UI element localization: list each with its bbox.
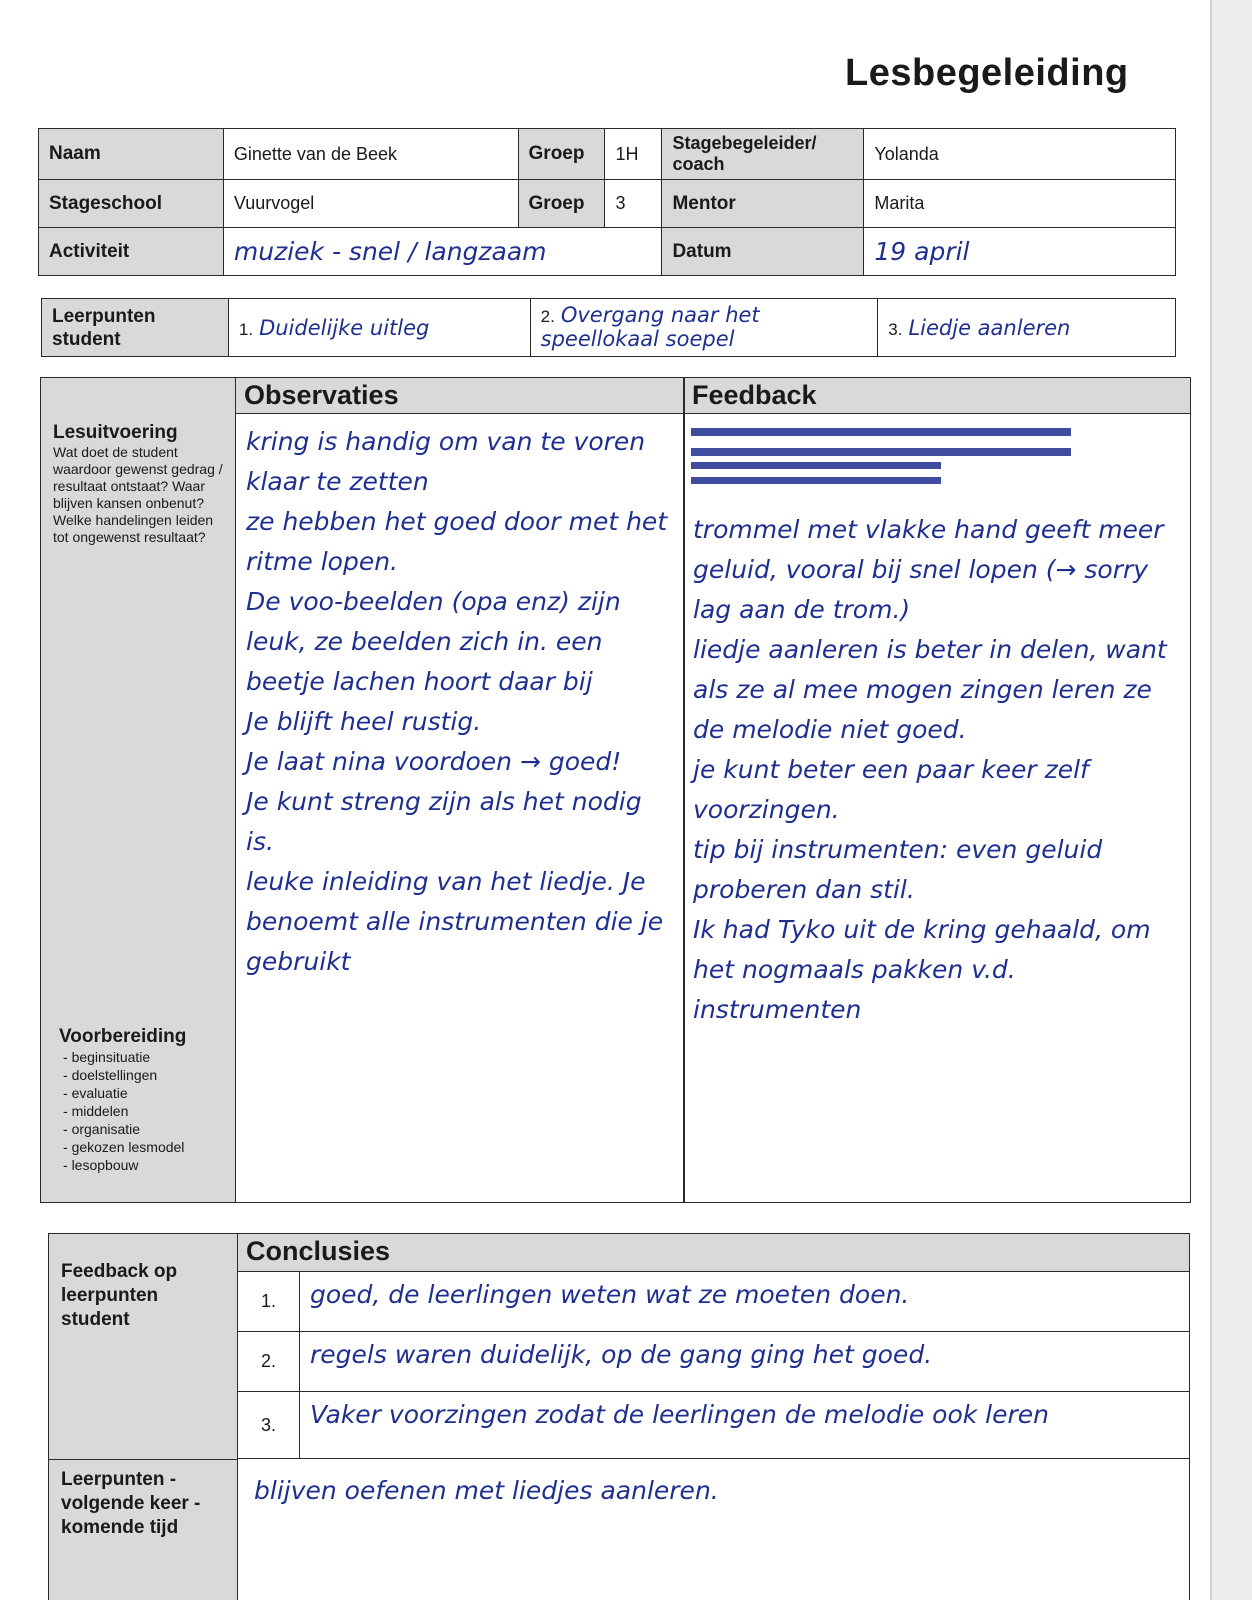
leerpunt-text: Overgang naar het speellokaal soepel [540,303,760,351]
conclusie-number: 1. [238,1272,300,1331]
leerpunten-table [41,298,1176,357]
conclusies-section [48,1233,1190,1600]
activiteit-label: Activiteit [39,228,224,276]
datum-label: Datum [662,228,864,276]
mentor-label: Mentor [662,180,864,228]
voorbereiding-item: - doelstellingen [63,1066,229,1084]
groep-label: Groep [518,129,605,180]
leerpunt-1 [228,299,530,357]
conclusies-left-column [49,1234,238,1600]
leerpunt-number: 3. [888,319,903,339]
feedback-op-leerpunten-label: Feedback op leerpunten student [61,1261,178,1330]
leerpunt-text: Liedje aanleren [908,315,1071,340]
scribble-line [691,428,1071,456]
datum-value: 19 april [864,228,1176,276]
conclusie-row [238,1272,1189,1332]
info-table [38,128,1176,276]
voorbereiding-item: - beginsituatie [63,1048,229,1066]
observaties-header: Observaties [236,378,683,414]
feedback-line: je kunt beter een paar keer zelf voorzingen. [693,755,1089,824]
leerpunt-2 [530,299,878,357]
conclusie-row [238,1392,1189,1459]
voorbereiding-item: - evaluatie [63,1084,229,1102]
conclusie-text: goed, de leerlingen weten wat ze moeten doen. [310,1280,910,1309]
feedback-text [693,510,1183,1030]
scribble-line [691,462,941,484]
naam-label: Naam [39,129,224,180]
groep-value: 1H [605,129,662,180]
leerpunt-text: Duidelijke uitleg [259,315,430,340]
observation-section [40,377,1191,1203]
scan-page-edge [1210,0,1252,1600]
stageschool-value: Vuurvogel [223,180,518,228]
leerpunten-volgende-label: Leerpunten - volgende keer - komende tijd [61,1469,201,1538]
conclusie-row [238,1332,1189,1392]
feedback-line: Ik had Tyko uit de kring gehaald, om het nogmaals pakken v.d. instrumenten [693,915,1151,1024]
mentor-value: Marita [864,180,1176,228]
voorbereiding-item: - organisatie [63,1120,229,1138]
naam-value: Ginette van de Beek [223,129,518,180]
lesuitvoering-text: Wat doet de student waardoor gewenst gedrag / resultaat ontstaat? Waar blijven kansen onbenut? Welke handelingen leiden tot ongewenst resultaat? [53,444,223,545]
conclusie-text: Vaker voorzingen zodat de leerlingen de melodie ook leren [310,1400,1050,1429]
activiteit-value: muziek - snel / langzaam [223,228,662,276]
left-divider [49,1459,237,1460]
observation-line: Je blijft heel rustig. [246,707,482,736]
feedback-header: Feedback [684,378,1190,414]
groep-label: Groep [518,180,605,228]
observation-line: Je laat nina voordoen → goed! [246,747,622,776]
stageschool-label: Stageschool [39,180,224,228]
stagebegeleider-label: Stagebegeleider/ coach [662,129,864,180]
conclusie-text: regels waren duidelijk, op de gang ging het goed. [310,1340,933,1369]
feedback-line: liedje aanleren is beter in delen, want als ze al mee mogen zingen leren ze de melodie niet goed. [693,635,1167,744]
groep-value: 3 [605,180,662,228]
voorbereiding-item: - middelen [63,1102,229,1120]
conclusie-number: 2. [238,1332,300,1391]
stagebegeleider-value: Yolanda [864,129,1176,180]
observation-line: De voo-beelden (opa enz) zijn leuk, ze beelden zich in. een beetje lachen hoort daar bij [246,587,621,696]
observation-line: leuke inleiding van het liedje. Je benoemt alle instrumenten die je gebruikt [246,867,664,976]
observaties-text [246,422,676,982]
feedback-line: tip bij instrumenten: even geluid proberen dan stil. [693,835,1103,904]
voorbereiding-item: - gekozen lesmodel [63,1138,229,1156]
observation-left-column [41,378,236,1202]
leerpunt-3 [878,299,1176,357]
voorbereiding-list [63,1048,229,1174]
crossed-out-text [691,422,1181,508]
page-title: Lesbegeleiding [845,52,1129,94]
leerpunt-number: 2. [540,307,555,326]
leerpunt-number: 1. [238,319,254,339]
observation-line: kring is handig om van te voren klaar te zetten [246,427,646,496]
observation-line: ze hebben het goed door met het ritme lopen. [246,507,668,576]
voorbereiding-title: Voorbereiding [59,1026,187,1047]
conclusies-header: Conclusies [238,1234,1189,1272]
leerpunten-label: Leerpunten student [42,299,229,357]
leerpunten-volgende-value: blijven oefenen met liedjes aanleren. [254,1476,719,1505]
voorbereiding-item: - lesopbouw [63,1156,229,1174]
conclusie-number: 3. [238,1392,300,1458]
observation-line: Je kunt streng zijn als het nodig is. [246,787,642,856]
feedback-line: trommel met vlakke hand geeft meer geluid, vooral bij snel lopen (→ sorry lag aan de trom.) [693,515,1164,624]
lesuitvoering-title: Lesuitvoering [53,422,178,443]
column-divider [683,378,685,1202]
